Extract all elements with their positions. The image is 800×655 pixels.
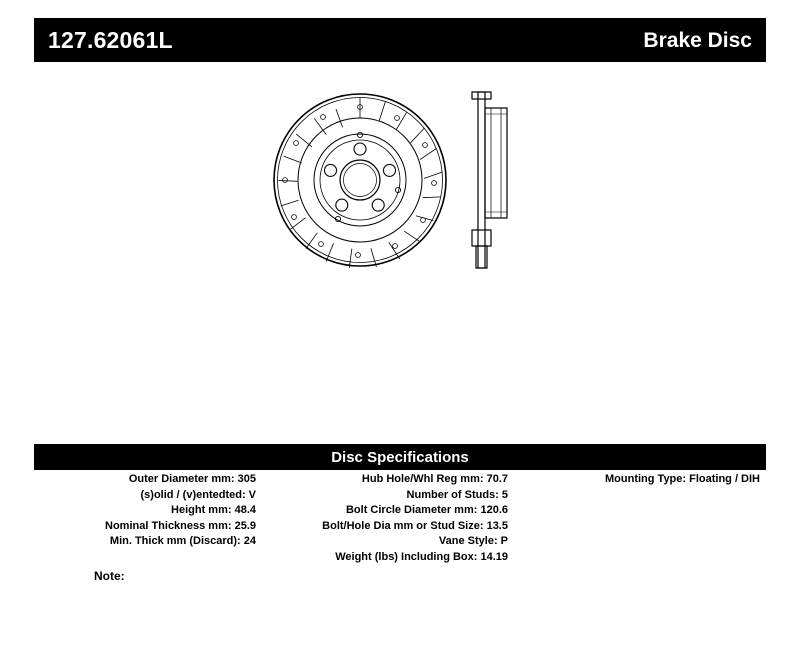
note-label: Note:	[94, 569, 125, 583]
spec-item: Min. Thick mm (Discard): 24	[109, 535, 256, 547]
spec-item: Hub Hole/Whl Reg mm: 70.7	[361, 473, 508, 485]
spec-item: Vane Style: P	[438, 535, 508, 547]
product-type-title: Brake Disc	[643, 28, 752, 52]
spec-column-right	[514, 472, 766, 565]
note-row	[34, 569, 334, 583]
spec-item: Nominal Thickness mm: 25.9	[105, 519, 256, 532]
spec-column-middle	[262, 472, 514, 565]
spec-item: Height mm: 48.4	[171, 504, 256, 516]
spec-item: Bolt/Hole Dia mm or Stud Size: 13.5	[322, 519, 508, 532]
spec-item: (s)olid / (v)entedted: V	[140, 488, 256, 501]
spec-item: Outer Diameter mm: 305	[128, 473, 256, 485]
spec-column-left	[34, 472, 262, 565]
spec-item: Mounting Type: Floating / DIH	[605, 473, 760, 485]
product-drawing	[250, 80, 570, 300]
spec-item: Bolt Circle Diameter mm: 120.6	[345, 504, 508, 516]
spec-item: Weight (lbs) Including Box: 14.19	[335, 550, 508, 563]
spec-item: Number of Studs: 5	[406, 488, 508, 501]
spec-section-title: Disc Specifications	[34, 444, 766, 470]
page-title: 127.62061L	[48, 26, 173, 53]
spec-table	[34, 472, 766, 565]
header-bar	[34, 18, 766, 62]
